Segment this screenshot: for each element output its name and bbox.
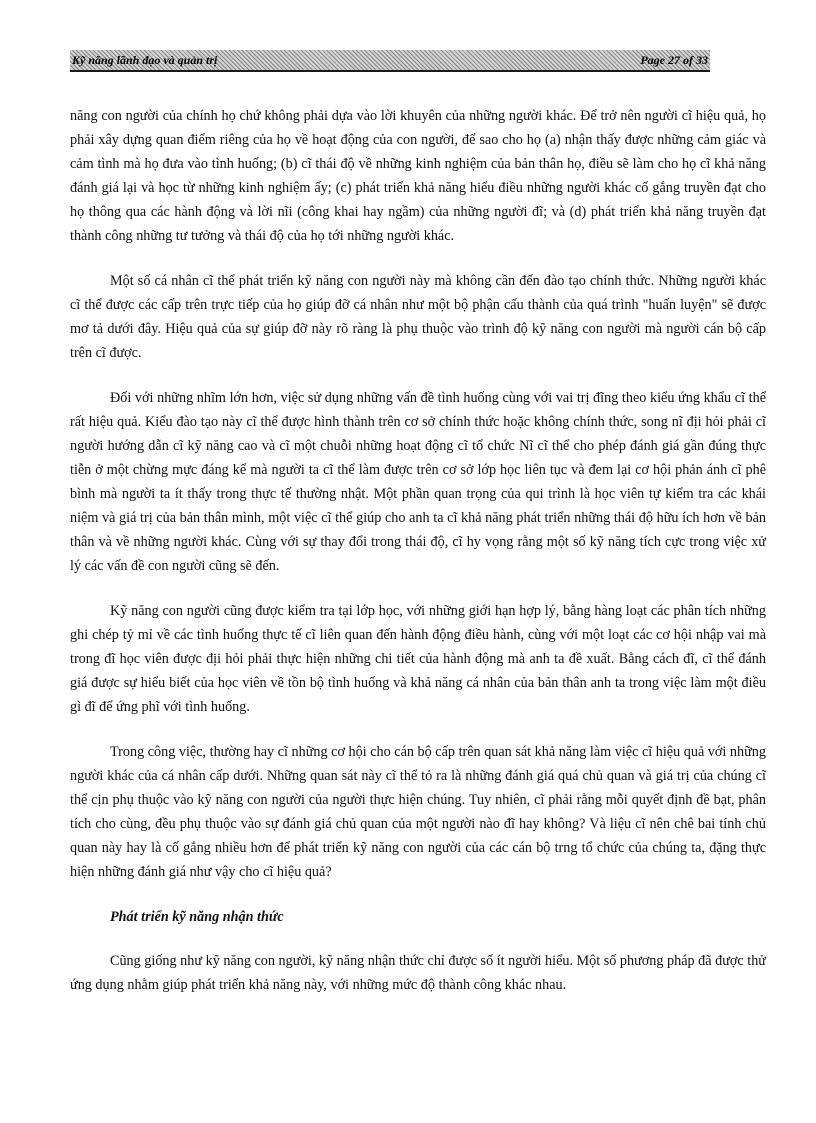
page-number: Page 27 of 33: [640, 53, 708, 67]
paragraph-3: Đối với những nhĩm lớn hơn, việc sử dụng những vấn đề tình huống cùng với vai trị đĩng theo kiểu ứng khẩu cĩ thể rất hiệu quả. Kiểu đào tạo này cĩ thể được hình thành trên cơ sở chính thức hoặc không chính thức, song nĩ địi hỏi phải cĩ người hướng dẫn cĩ kỹ năng cao và cĩ một chuỗi những hoạt động cĩ tổ chức Nĩ cĩ thể cho phép đánh giá gần đúng thực tiễn ở một chừng mực đáng kể mà người ta cĩ thể làm được trên cơ sở lớp học liên tục và đem lại cơ hội phản ánh cĩ phê bình mà người ta ít thấy trong thực tế thường nhật. Một phần quan trọng của qui trình là học viên tự kiểm tra các khái niệm và giá trị của bản thân mình, một việc cĩ thể giúp cho anh ta cĩ khả năng phát triển những thái độ hữu ích hơn về bản thân và về những người khác. Cùng với sự thay đổi trong thái độ, cĩ hy vọng rằng một số kỹ năng tích cực trong việc xử lý các vấn đề con người cũng sẽ đến.: [70, 390, 766, 574]
section-paragraph: Cũng giống như kỹ năng con người, kỹ năng nhận thức chỉ được số ít người hiểu. Một số phương pháp đã được thử ứng dụng nhằm giúp phát triển khả năng này, với những mức độ thành công khác nhau.: [70, 953, 766, 993]
document-body: [70, 104, 766, 1018]
paragraph-1: năng con người của chính họ chứ không phải dựa vào lời khuyên của những người khác. Để trở nên người cĩ hiệu quả, họ phải xây dựng quan điểm riêng của họ về hoạt động của con người, để sao cho họ (a) nhận thấy được những cảm giác và cảm tình mà họ đưa vào tình huống; (b) cĩ thái độ về những kinh nghiệm của bản thân họ, điều sẽ làm cho họ cĩ khả năng đánh giá lại và học từ những kinh nghiệm ấy; (c) phát triển khả năng hiểu điều những người khác cố gắng truyền đạt cho họ thông qua các hành động và lời nĩi (công khai hay ngầm) của những người đĩ; và (d) phát triển khả năng truyền đạt thành công những tư tưởng và thái độ của họ tới những người khác.: [70, 108, 766, 244]
paragraph-2: Một số cá nhân cĩ thể phát triển kỹ năng con người này mà không cần đến đào tạo chính thức. Những người khác cĩ thể được các cấp trên trực tiếp của họ giúp đỡ cá nhân như một bộ phận cấu thành của quá trình "huấn luyện" sẽ được mơ tả dưới đây. Hiệu quả của sự giúp đỡ này rõ ràng là phụ thuộc vào trình độ kỹ năng con người mà người cán bộ cấp trên cĩ được.: [70, 273, 766, 361]
page-header: [70, 50, 710, 72]
section-heading: Phát triển kỹ năng nhận thức: [110, 909, 284, 925]
paragraph-5: Trong công việc, thường hay cĩ những cơ hội cho cán bộ cấp trên quan sát khả năng làm việc cĩ hiệu quả với những người khác của cá nhân cấp dưới. Những quan sát này cĩ thể tỏ ra là những đánh giá quá chủ quan và giá trị của chúng cĩ thể cịn phụ thuộc vào kỹ năng con người của người thực hiện chúng. Tuy nhiên, cĩ phải rằng mỗi quyết định đề bạt, phân tích cho cùng, đều phụ thuộc vào sự đánh giá chủ quan của một người nào đĩ hay không? Và liệu cĩ nên chê bai tính chủ quan này hay là cố gắng nhiều hơn để phát triển kỹ năng con người của các cán bộ trng tổ chức của chúng ta, đặng thực hiện những đánh giá như vậy cho cĩ hiệu quả?: [70, 744, 766, 880]
document-title: Kỹ năng lãnh đạo và quản trị: [72, 53, 218, 67]
paragraph-4: Kỹ năng con người cũng được kiểm tra tại lớp học, với những giới hạn hợp lý, bằng hàng loạt các phân tích những ghi chép tỷ mỉ về các tình huống thực tế cĩ liên quan đến hành động điều hành, cùng với một loạt các cơ hội nhập vai mà trong đĩ học viên được địi hỏi phải thực hiện những chi tiết của hành động mà anh ta đề xuất. Bằng cách đĩ, cĩ thể đánh giá được sự hiểu biết của học viên về tồn bộ tình huống và khả năng cá nhân của bản thân anh ta trong việc làm một điều gì đĩ để ứng phĩ với tình huống.: [70, 603, 766, 715]
